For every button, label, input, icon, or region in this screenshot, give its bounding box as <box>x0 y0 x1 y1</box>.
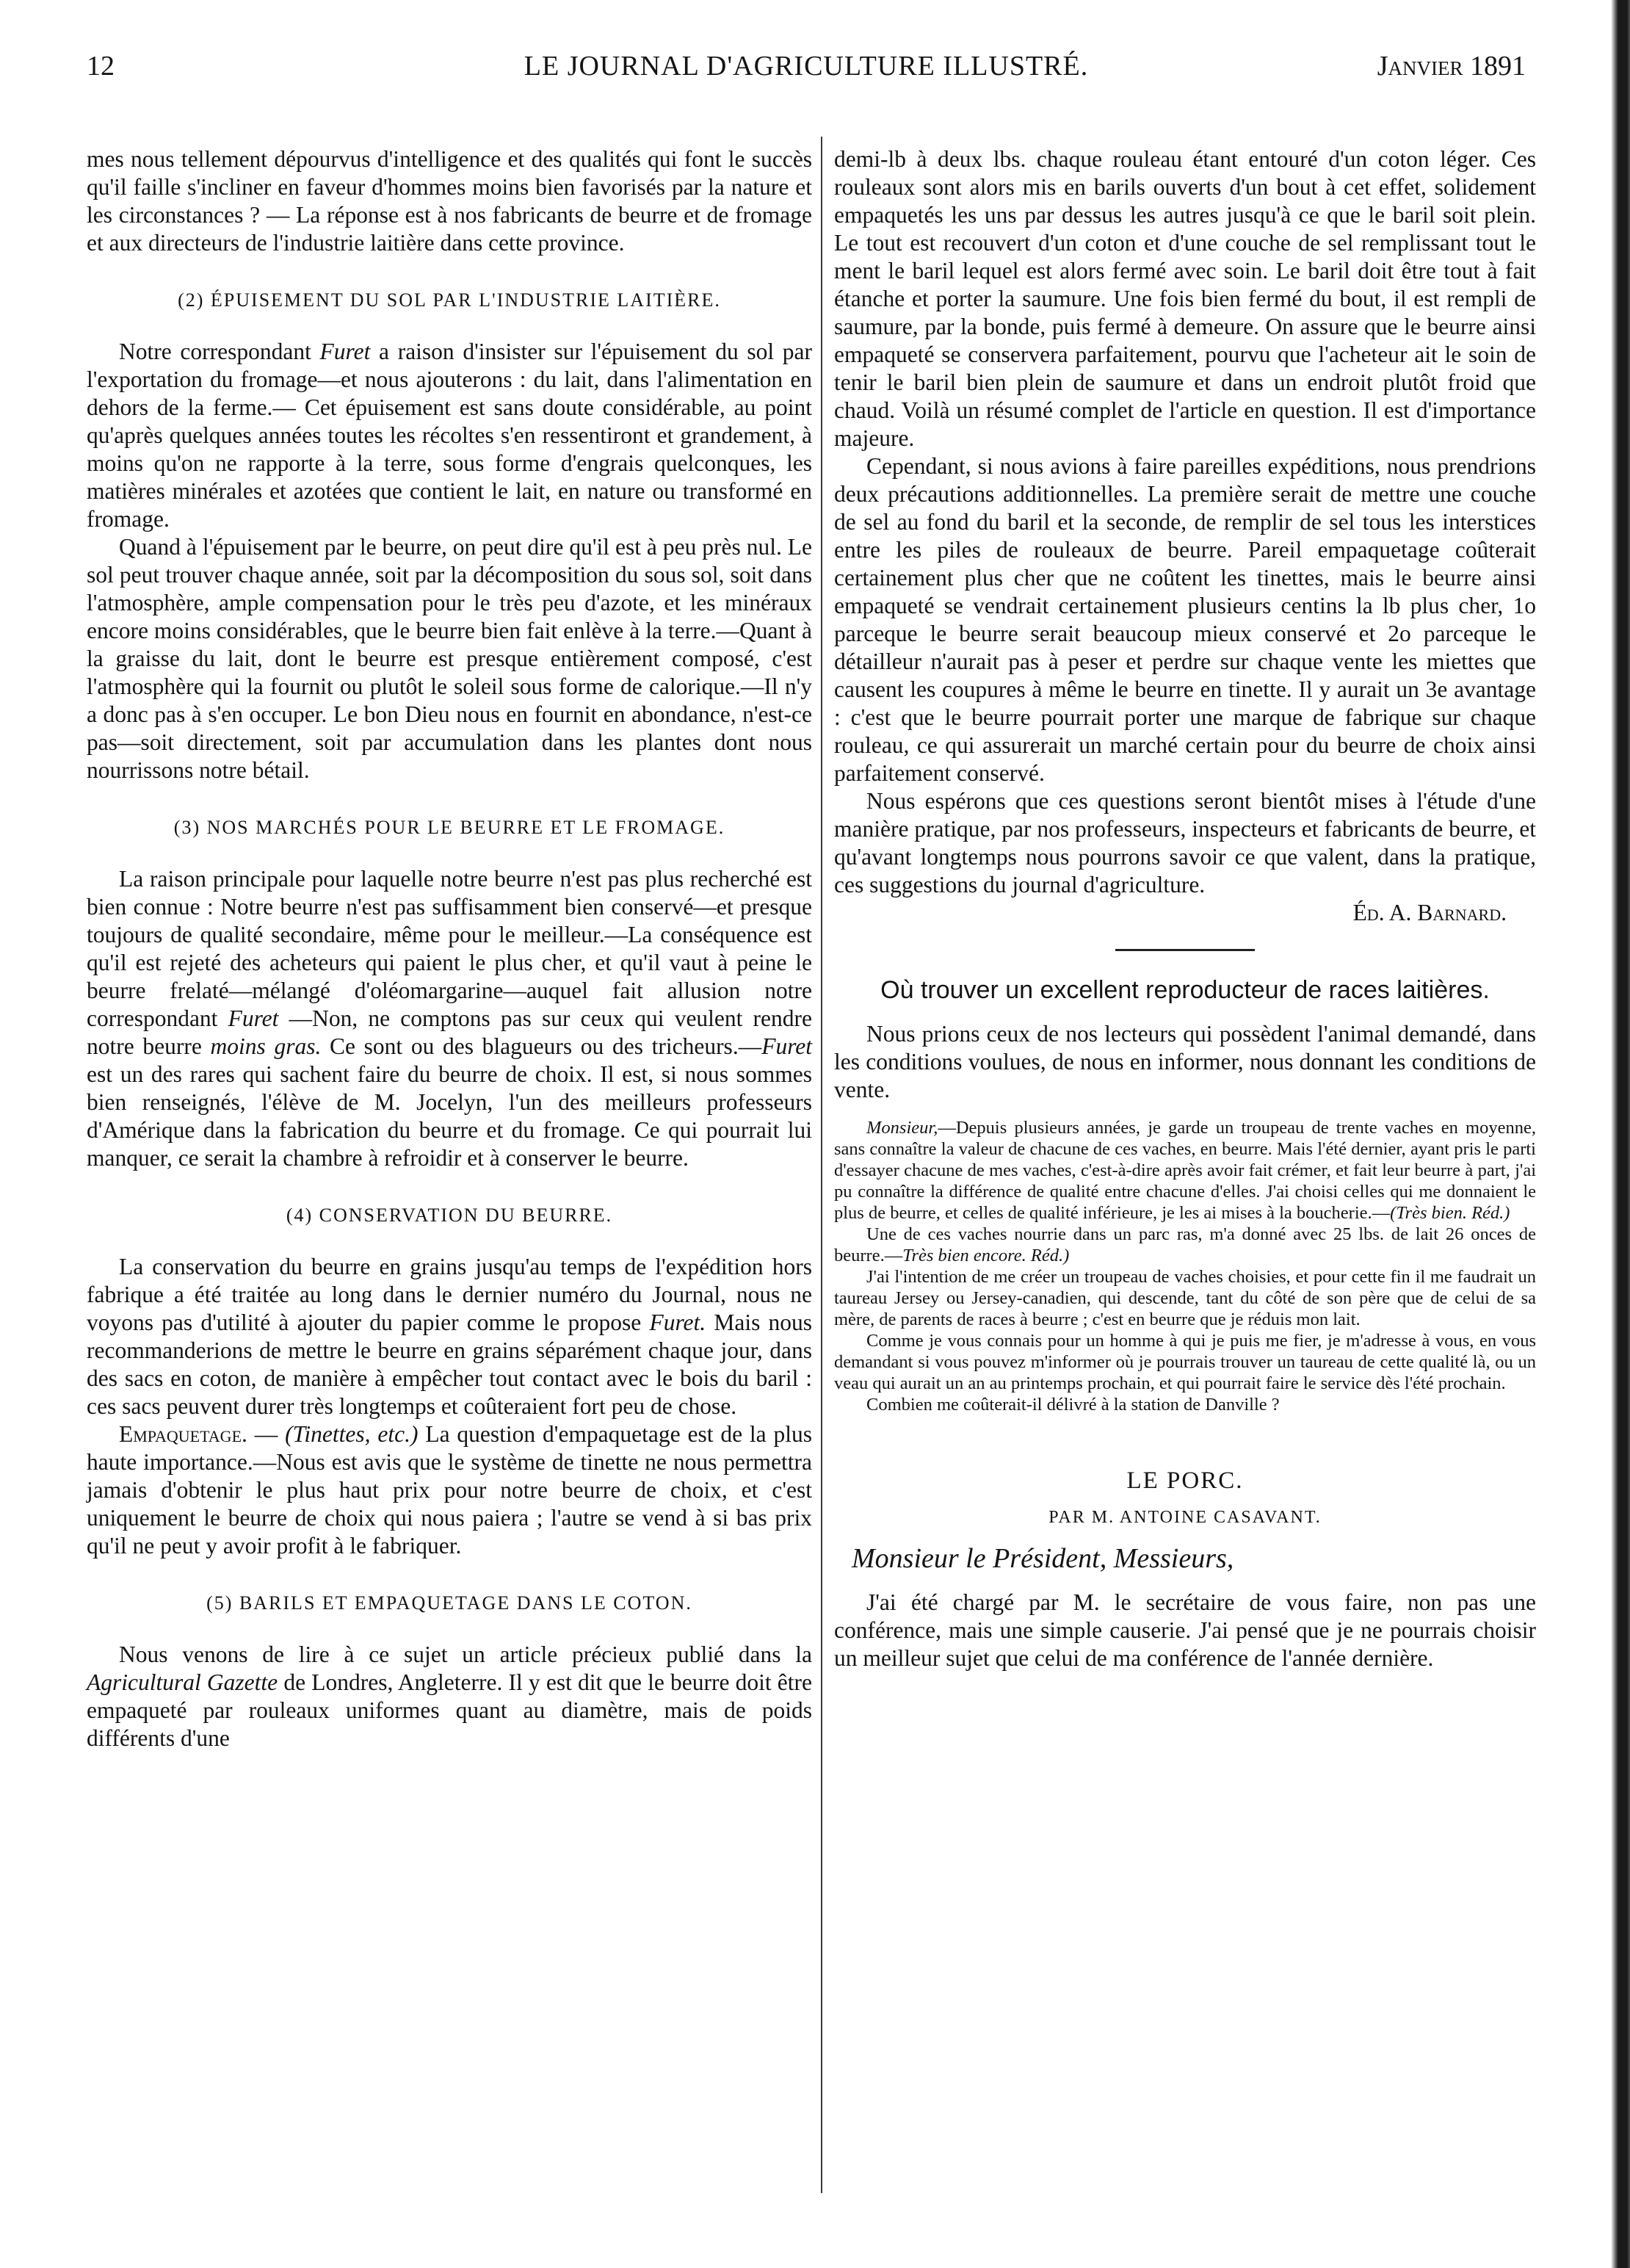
page-number: 12 <box>87 51 115 82</box>
paragraph: Quand à l'épuisement par le beurre, on peut dire qu'il est à peu près nul. Le sol peut trouver chaque année, soit par la décomposition du sous sol, soit dans l'atmosphère, ample compensation pour le très peu d'azote, et les minéraux encore moins considérables, que le beurre bien fait enlève à la terre.—Quant à la graisse du lait, dont le beurre est presque entièrement composé, c'est l'atmosphère qui la fournit ou plutôt le soleil sous forme de calorique.—Il n'y a donc pas à s'en occuper. Le bon Dieu nous en fournit en abondance, n'est-ce pas—soit directement, soit par accumulation dans les plantes dont nous nourrissons notre bétail. <box>87 534 812 783</box>
section-heading-5: (5) BARILS ET EMPAQUETAGE DANS LE COTON. <box>206 1592 692 1614</box>
letter-paragraph: Combien me coûterait-il délivré à la station de Danville ? <box>866 1395 1280 1415</box>
paragraph: Empaquetage. — (Tinettes, etc.) La question d'empaquetage est de la plus haute importance.—Nous est avis que le système de tinette ne nous permettra jamais d'obtenir le plus haut prix pour notre beurre de choix, et c'est uniquement le beurre de choix qui nous paiera ; l'autre se vend à si bas prix qu'il ne peut y avoir profit à le fabriquer. <box>87 1421 813 1559</box>
section-heading-3: (3) NOS MARCHÉS POUR LE BEURRE ET LE FROMAGE. <box>173 817 725 838</box>
reader-letter <box>834 1117 1536 1415</box>
section-heading-4: (4) CONSERVATION DU BEURRE. <box>286 1205 613 1226</box>
section-heading-2: (2) ÉPUISEMENT DU SOL PAR L'INDUSTRIE LAITIÈRE. <box>178 289 721 311</box>
column-divider <box>821 137 822 2193</box>
left-column <box>87 145 812 1752</box>
paragraph: demi-lb à deux lbs. chaque rouleau étant entouré d'un coton léger. Ces rouleaux sont alors mis en barils ouverts d'un bout à cet effet, solidement empaquetés les uns par dessus les autres jusqu'à ce que le baril soit plein. Le tout est recouvert d'un coton et d'une couche de sel remplissant tout le ment le baril lequel est alors fermé avec soin. Le baril doit être tout à fait étanche et porter la saumure. Une fois bien fermé du bout, il est rempli de saumure, par la bonde, puis fermé à demeure. On assure que le beurre ainsi empaqueté se conservera parfaitement, pourvu que l'acheteur ait le soin de tenir le baril bien plein de saumure et dans un endroit plutôt froid que chaud. Voilà un résumé complet de l'article en question. Il est d'importance majeure. <box>834 146 1536 451</box>
letter-paragraph: Comme je vous connais pour un homme à qui je puis me fier, je m'adresse à vous, en vous demandant si vous pouvez m'informer où je pourrais trouver un taureau de cette qualité là, ou un veau qui aurait un an au printemps prochain, et qui pourrait faire le service dès l'été prochain. <box>834 1331 1536 1393</box>
running-header <box>87 50 1526 101</box>
right-column <box>834 145 1536 1672</box>
section-title: Où trouver un excellent reproducteur de races laitières. <box>880 976 1490 1004</box>
author-signature: Éd. A. Barnard. <box>1352 900 1507 925</box>
paragraph: Notre correspondant Furet a raison d'insister sur l'épuisement du sol par l'exportation du fromage—et nous ajouterons : du lait, dans l'alimentation en dehors de la ferme.— Cet épuisement est sans doute considérable, au point qu'après quelques années toutes les récoltes s'en ressentiront et grandement, à moins qu'on ne rapporte à la terre, sous forme d'engrais quelconques, les matières minérales et azotées que contient le lait, en nature ou transformé en fromage. <box>87 339 813 532</box>
paragraph: J'ai été chargé par M. le secrétaire de vous faire, non pas une conférence, mais une simple causerie. J'ai pensé que je ne pourrais choisir un meilleur sujet que celui de ma conférence de l'année dernière. <box>834 1589 1536 1671</box>
issue-date: Janvier 1891 <box>1377 51 1526 82</box>
paragraph: Nous venons de lire à ce sujet un article précieux publié dans la Agricultural Gazette de Londres, Angleterre. Il y est dit que le beurre doit être empaqueté par rouleaux uniformes quant au diamètre, mais de poids différents d'une <box>87 1642 812 1751</box>
page-edge-shadow <box>1611 0 1630 2268</box>
paragraph: Nous prions ceux de nos lecteurs qui possèdent l'animal demandé, dans les conditions voulues, de nous en informer, nous donnant les conditions de vente. <box>834 1021 1536 1102</box>
article-title: LE PORC. <box>1126 1467 1244 1494</box>
article-byline: PAR M. ANTOINE CASAVANT. <box>1048 1508 1322 1527</box>
letter-paragraph: J'ai l'intention de me créer un troupeau de vaches choisies, et pour cette fin il me faudrait un taureau Jersey ou Jersey-canadien, qui descende, tant du côté de son père que de celui de sa mère, de parents de races à beurre ; c'est en beurre que je réduis mon lait. <box>834 1267 1536 1329</box>
paragraph: Nous espérons que ces questions seront bientôt mises à l'étude d'une manière pratique, par nos professeurs, inspecteurs et fabricants de beurre, et qu'avant longtemps nous pourrons savoir ce que valent, dans la pratique, ces suggestions du journal d'agriculture. <box>834 788 1536 898</box>
journal-title: LE JOURNAL D'AGRICULTURE ILLUSTRÉ. <box>524 51 1089 82</box>
paragraph: La raison principale pour laquelle notre beurre n'est pas plus recherché est bien connue : Notre beurre n'est pas suffisamment bien conservé—et presque toujours de qualité secondaire, même pour le meilleur.—La conséquence est qu'il est rejeté des acheteurs qui paient le plus cher, et qu'il vaut à peine le beurre frelaté—mélangé d'oléomargarine—auquel fait allusion notre correspondant Furet —Non, ne comptons pas sur ceux qui veulent rendre notre beurre moins gras. Ce sont ou des blagueurs ou des tricheurs.—Furet est un des rares qui sachent faire du beurre de choix. Il est, si nous sommes bien renseignés, l'élève de M. Jocelyn, l'un des meilleurs professeurs d'Amérique dans la fabrication du beurre et du fromage. Ce qui pourrait lui manquer, ce serait la chambre à refroidir et à conserver le beurre. <box>87 866 813 1171</box>
paragraph: La conservation du beurre en grains jusqu'au temps de l'expédition hors fabrique a été traitée au long dans le dernier numéro du Journal, nous ne voyons pas d'utilité à ajouter du papier comme le propose Furet. Mais nous recommanderions de mettre le beurre en grains séparément chaque jour, dans des sacs en coton, de manière à empêcher tout contact avec le bois du baril : ces sacs peuvent durer très longtemps et coûteraient fort peu de chose. <box>87 1254 813 1419</box>
correspondent-name: Furet <box>319 339 371 364</box>
paragraph: mes nous tellement dépourvus d'intelligence et des qualités qui font le succès qu'il faille s'incliner en faveur d'hommes moins bien favorisés par la nature et les circonstances ? — La réponse est à nos fabricants de beurre et de fromage et aux directeurs de l'industrie laitière dans cette province. <box>87 146 812 256</box>
paragraph: Cependant, si nous avions à faire pareilles expéditions, nous prendrions deux précautions additionnelles. La première serait de mettre une couche de sel au fond du baril et la seconde, de remplir de sel tous les interstices entre les piles de rouleaux de beurre. Pareil empaquetage coûterait certainement plus cher que ne coûtent les tinettes, mais le beurre ainsi empaqueté se vendrait certainement plusieurs centins la lb plus cher, 1o parceque le beurre serait beaucoup mieux conservé et 2o parceque le détailleur n'aurait pas à peser et perdre sur chaque vente les miettes que causent les coupures à même le beurre en tinette. Il y aurait un 3e avantage : c'est que le beurre pourrait porter une marque de fabrique sur chaque rouleau, ce qui assurerait un marché certain pour du beurre de choix ainsi parfaitement conservé. <box>834 453 1536 786</box>
letter-paragraph: Monsieur,—Depuis plusieurs années, je garde un troupeau de trente vaches en moyenne, sans connaître la valeur de chacune de ces vaches, en beurre. Mais l'été dernier, ayant pris le parti d'essayer chacune de mes vaches, c'est-à-dire après avoir fait crémer, et fait leur beurre à part, j'ai pu connaître la différence de qualité entre chacune d'elles. J'ai choisi celles qui me donnaient le plus de beurre, et celles de qualité inférieure, je les ai mises à la boucherie.—(Très bien. Réd.) <box>834 1118 1536 1223</box>
separator-rule <box>1115 949 1255 951</box>
salutation: Monsieur le Président, Messieurs, <box>852 1543 1234 1574</box>
letter-paragraph: Une de ces vaches nourrie dans un parc ras, m'a donné avec 25 lbs. de lait 26 onces de beurre.—Très bien encore. Réd.) <box>834 1224 1536 1265</box>
